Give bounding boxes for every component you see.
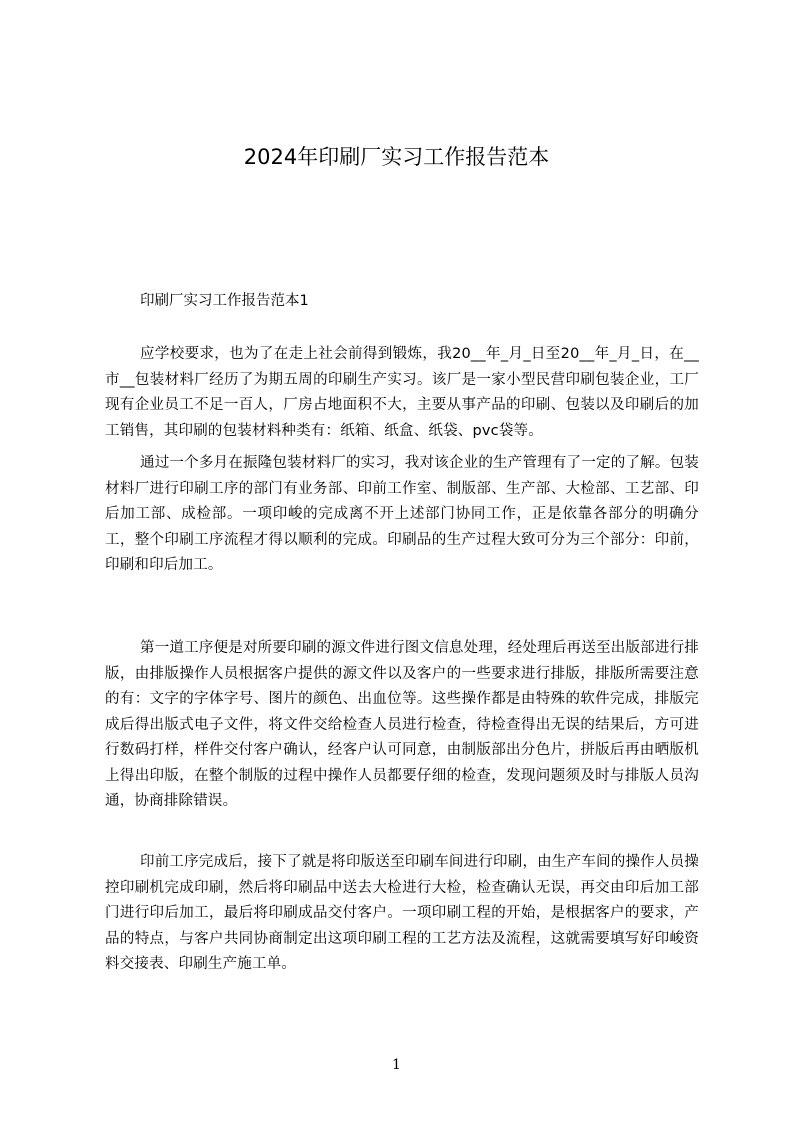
- paragraph-4: 印前工序完成后，接下了就是将印版送至印刷车间进行印刷，由生产车间的操作人员操控印刷机完成印刷，然后将印刷品中送去大检进行大检，检查确认无误，再交由印后加工部门进行印后加工，最后将印刷成品交付客户。一项印刷工程的开始，是根据客户的要求，产品的特点，与客户共同协商制定出这项印刷工程的工艺方法及流程，这就需要填写好印峻资料交接表、印刷生产施工单。: [105, 854, 699, 972]
- page-number: 1: [392, 1057, 401, 1073]
- paragraph-2: 通过一个多月在振隆包装材料厂的实习，我对该企业的生产管理有了一定的了解。包装材料厂进行印刷工序的部门有业务部、印前工作室、制版部、生产部、大检部、工艺部、印后加工部、成检部。一项印峻的完成离不开上述部门协同工作，正是依靠各部分的明确分工，整个印刷工序流程才得以顺利的完成。印刷品的生产过程大致可分为三个部分：印前，印刷和印后加工。: [105, 455, 699, 573]
- paragraph-1: 应学校要求，也为了在走上社会前得到锻炼，我20__年_月_日至20__年_月_日，在__市__包装材料厂经历了为期五周的印刷生产实习。该厂是一家小型民营印刷包装企业，工厂现有企业员工不足一百人，厂房占地面积不大，主要从事产品的印刷、包装以及印刷后的加工销售，其印刷的包装材料种类有：纸箱、纸盒、纸袋、pvc袋等。: [105, 346, 699, 439]
- document-title: 2024年印刷厂实习工作报告范本: [243, 145, 550, 169]
- paragraph-3: 第一道工序便是对所要印刷的源文件进行图文信息处理，经处理后再送至出版部进行排版，由排版操作人员根据客户提供的源文件以及客户的一些要求进行排版，排版所需要注意的有：文字的字体字号、图片的颜色、出血位等。这些操作都是由特殊的软件完成，排版完成后得出版式电子文件，将文件交给检查人员进行检查，待检查得出无误的结果后，方可进行数码打样，样件交付客户确认，经客户认可同意，由制版部出分色片，拼版后再由晒版机上得出印版，在整个制版的过程中操作人员都要仔细的检查，发现问题须及时与排版人员沟通，协商排除错误。: [105, 640, 699, 809]
- section-heading: 印刷厂实习工作报告范本1: [140, 293, 309, 309]
